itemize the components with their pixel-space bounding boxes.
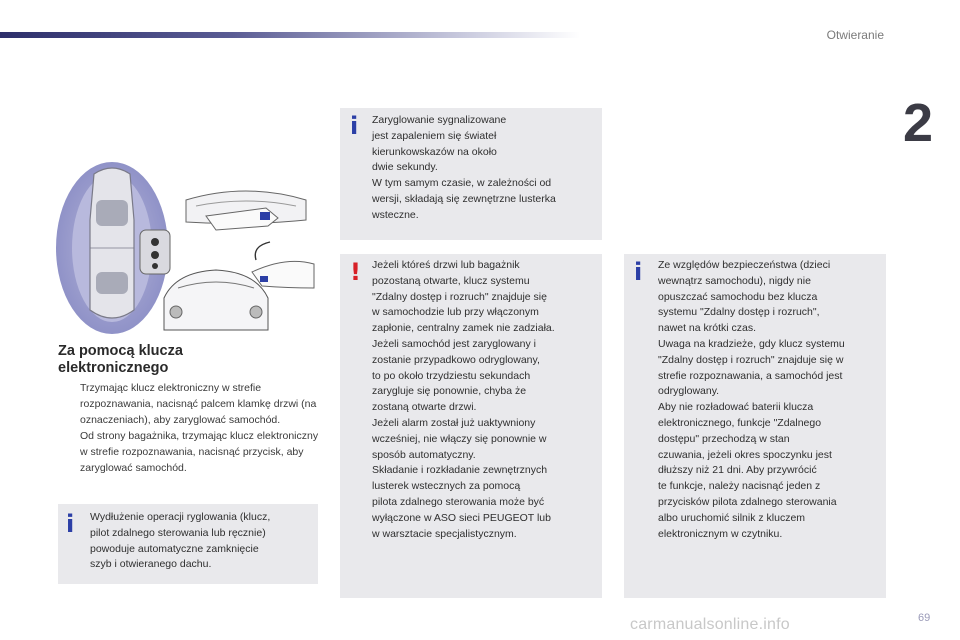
car-top-view [90, 168, 134, 318]
info-box-text: Ze względów bezpieczeństwa (dzieci wewnątrz samochodu), nigdy nie opuszczać samochodu bez klucza systemu "Zdalny dostęp i rozruch", nawet na krótki czas. Uwaga na kradzieże, gdy klucz systemu "Zdalny dostęp i rozruch" znajduje się w strefie rozpoznawania, a samochód jest odryglowany. Aby nie rozładować baterii klucza elektronicznego, funkcje "Zdalnego dostępu" przechodzą w stan czuwania, jeżeli okres spoczynku jest dłuższy niż 21 dni. Aby przywrócić te funkcje, należy nacisnąć jeden z przycisków pilota zdalnego sterowania albo uruchomić silnik z kluczem elektronicznym w czytniku. [658, 259, 845, 540]
info-icon: i [350, 112, 359, 140]
instruction-list [58, 380, 320, 476]
section-heading [58, 343, 183, 377]
car-rear-view [164, 270, 268, 330]
warning-icon: ! [350, 258, 361, 286]
list-item-text: Trzymając klucz elektroniczny w strefie rozpoznawania, nacisnąć palcem klamkę drzwi (na oznaczeniach), aby zaryglować samochód. [80, 382, 317, 426]
keyless-locking-illustration [56, 160, 320, 336]
list-item [58, 428, 320, 476]
header-bar [0, 32, 580, 38]
info-box-safety [624, 254, 886, 598]
info-box-text: Wydłużenie operacji ryglowania (klucz, pilot zdalnego sterowania lub ręcznie) powoduje automatyczne zamknięcie szyb i otwieranego dachu. [90, 511, 271, 571]
info-box-window-closing [58, 504, 318, 584]
chapter-number: 2 [903, 93, 934, 153]
warning-box-central-locking [340, 254, 602, 598]
trunk-hand [252, 261, 314, 288]
section-title: Otwieranie [826, 28, 884, 42]
watermark: carmanualsonline.info [630, 616, 790, 633]
list-item [58, 380, 320, 428]
page-number: 69 [918, 612, 931, 624]
heading-line-1: Za pomocą klucza [58, 343, 183, 359]
heading-line-2: elektronicznego [58, 360, 169, 376]
info-icon: i [66, 510, 75, 538]
warning-box-text: Jeżeli któreś drzwi lub bagażnik pozostaną otwarte, klucz systemu "Zdalny dostęp i rozruch" znajduje się w samochodzie lub przy włączonym zapłonie, centralny zamek nie zadziała. Jeżeli samochód jest zaryglowany i zostanie przypadkowo odryglowany, to po około trzydziestu sekundach zarygluje się ponownie, chyba że zostaną otwarte drzwi. Jeżeli alarm został już uaktywniony wcześniej, nie włączy się ponownie w sposób automatyczny. Składanie i rozkładanie zewnętrznych lusterek wstecznych za pomocą pilota zdalnego sterowania może być wyłączone w ASO sieci PEUGEOT lub w warsztacie specjalistycznym. [372, 259, 555, 540]
info-icon: i [634, 258, 643, 286]
list-item-text: Od strony bagażnika, trzymając klucz elektroniczny w strefie rozpoznawania, nacisnąć przycisk, aby zaryglować samochód. [80, 430, 319, 474]
info-box-lock-signal [340, 108, 602, 240]
info-box-text: Zaryglowanie sygnalizowane jest zapaleniem się świateł kierunkowskazów na około dwie sekundy. W tym samym czasie, w zależności od wersji, składają się zewnętrzne lusterka wsteczne. [372, 114, 556, 221]
